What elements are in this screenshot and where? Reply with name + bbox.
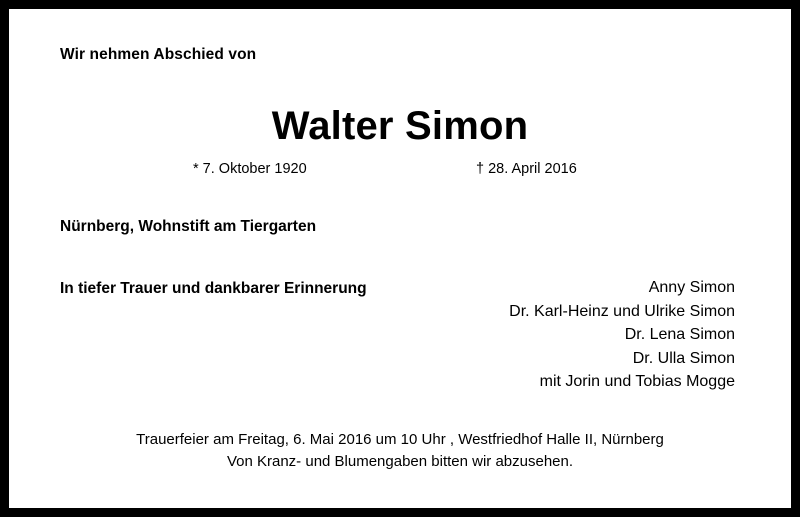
obituary-card (9, 9, 791, 508)
survivors-list (509, 276, 735, 394)
list-item: Dr. Lena Simon (624, 326, 735, 343)
deceased-name: Walter Simon (271, 104, 529, 148)
ceremony-details: Trauerfeier am Freitag, 6. Mai 2016 um 10 Uhr , Westfriedhof Halle II, Nürnberg (136, 431, 664, 448)
list-item: mit Jorin und Tobias Mogge (539, 373, 735, 390)
dates-row (9, 161, 791, 183)
mourning-line: In tiefer Trauer und dankbarer Erinnerung (60, 280, 367, 297)
ceremony-footer (9, 429, 791, 473)
death-date: † 28. April 2016 (476, 161, 577, 177)
place-line: Nürnberg, Wohnstift am Tiergarten (60, 218, 317, 235)
intro-text: Wir nehmen Abschied von (60, 46, 257, 63)
list-item: Dr. Ulla Simon (632, 349, 735, 367)
list-item: Dr. Karl-Heinz und Ulrike Simon (509, 302, 735, 320)
birth-date: * 7. Oktober 1920 (193, 161, 307, 177)
flowers-note: Von Kranz- und Blumengaben bitten wir abzusehen. (226, 453, 574, 470)
list-item: Anny Simon (648, 279, 735, 296)
